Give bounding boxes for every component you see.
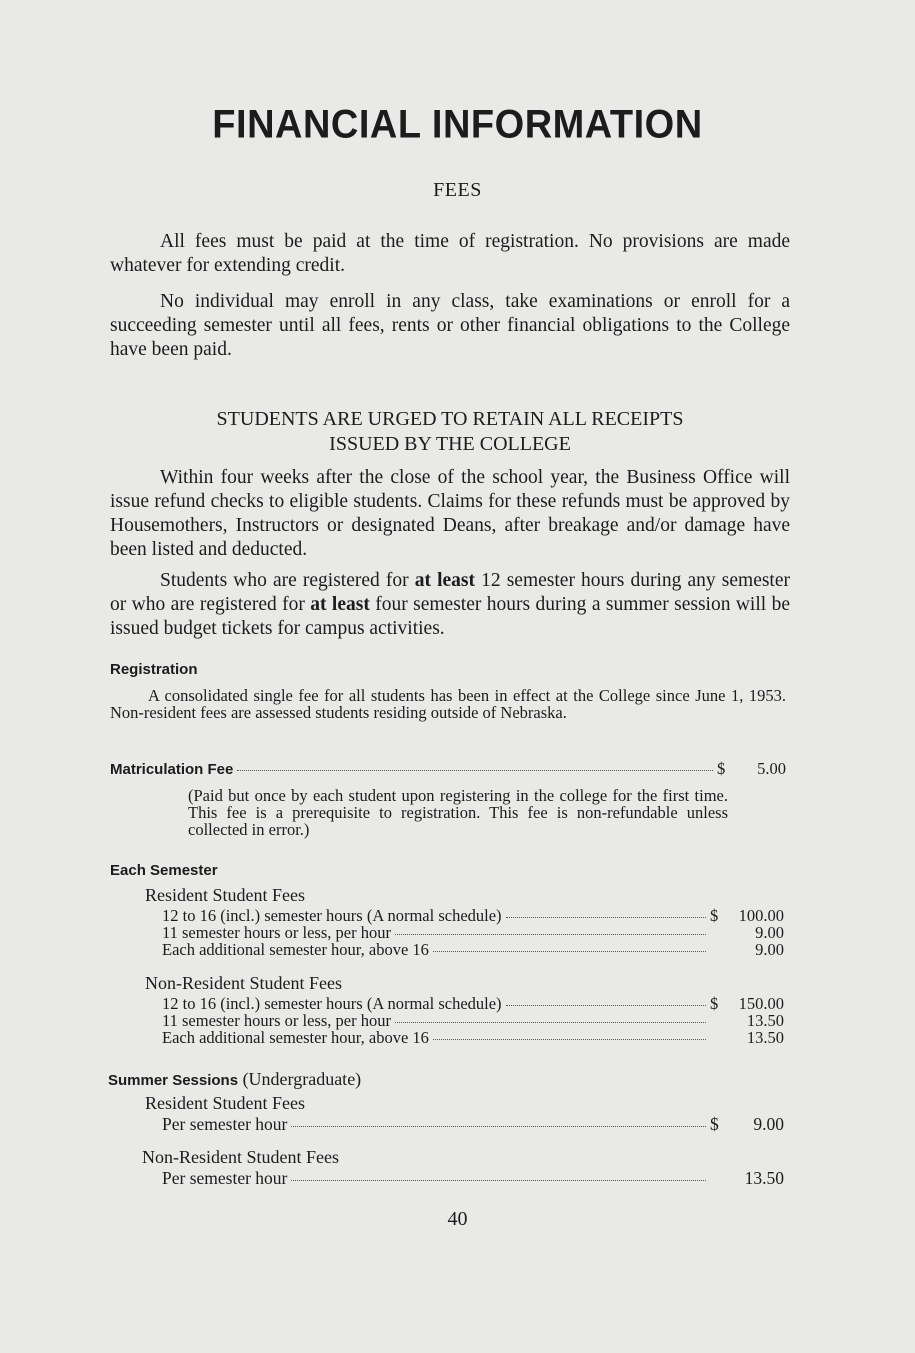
nonresident-fees-label: Non-Resident Student Fees [145, 973, 342, 993]
resident-fees-label: Resident Student Fees [145, 885, 305, 905]
fees-heading: FEES [433, 179, 482, 201]
registration-heading: Registration [110, 661, 198, 678]
dot-leader [506, 917, 706, 918]
emphasis-at-least: at least [414, 570, 475, 591]
paragraph-budget-tickets [110, 569, 790, 641]
dot-leader [395, 1022, 706, 1023]
matriculation-note: (Paid but once by each student upon registering in the college for the first time. This fee is a prerequisite to registration. This fee is non-refundable unless collected in error.) [188, 786, 728, 839]
fee-row-label: Each additional semester hour, above 16 [162, 1028, 429, 1047]
summer-sessions-suffix: (Undergraduate) [238, 1069, 362, 1089]
fee-row [162, 1169, 784, 1187]
paragraph-refunds-text: Within four weeks after the close of the school year, the Business Office will issue refund checks to eligible students. Claims for these refunds must be approved by Housemothers, Instructors or designated Deans, after breakage and/or damage have been listed and deducted. [110, 467, 790, 560]
fee-row-amount: 100.00 [738, 906, 784, 925]
fee-row-amount: 9.00 [755, 940, 784, 959]
matriculation-fee-amount: 5.00 [757, 759, 786, 778]
budget-text-part: 12 semester hours during any semester or who are registered for [110, 570, 790, 615]
dot-leader [433, 951, 706, 952]
dot-leader [395, 934, 706, 935]
fee-row-label: 11 semester hours or less, per hour [162, 1011, 391, 1030]
fee-row-amount: 150.00 [738, 994, 784, 1013]
receipts-notice-line-2: ISSUED BY THE COLLEGE [329, 433, 571, 455]
fee-row-label: Per semester hour [162, 1114, 288, 1134]
summer-resident-label: Resident Student Fees [145, 1093, 305, 1113]
fee-row-amount: 9.00 [753, 1114, 784, 1134]
fee-row [162, 1115, 784, 1133]
paragraph-budget-tickets-text [110, 569, 790, 641]
summer-sessions-label: Summer Sessions [108, 1072, 239, 1089]
fee-row-amount: 13.50 [744, 1168, 784, 1188]
receipts-notice-line-1: STUDENTS ARE URGED TO RETAIN ALL RECEIPTS [216, 408, 684, 430]
fee-row-amount: 13.50 [746, 1028, 784, 1047]
fee-row-label: Each additional semester hour, above 16 [162, 940, 429, 959]
dot-leader [291, 1180, 706, 1181]
paragraph-refunds [110, 466, 790, 562]
dot-leader [506, 1005, 706, 1006]
currency-symbol: $ [717, 759, 726, 778]
paragraph-enrollment-text: No individual may enroll in any class, take examinations or enroll for a succeeding semester until all fees, rents or other financial obligations to the College have been paid. [110, 291, 790, 360]
fee-row [162, 1029, 784, 1047]
fee-row [162, 941, 784, 959]
matriculation-fee-row [110, 760, 786, 779]
currency-symbol: $ [710, 906, 719, 925]
fee-row-label: 12 to 16 (incl.) semester hours (A normal schedule) [162, 994, 502, 1013]
page-number: 40 [447, 1208, 468, 1230]
summer-nonresident-label: Non-Resident Student Fees [142, 1147, 339, 1167]
budget-text-part: Students who are registered for [160, 570, 415, 591]
each-semester-heading: Each Semester [110, 862, 218, 879]
paragraph-enrollment [110, 290, 790, 362]
paragraph-payment-text: All fees must be paid at the time of registration. No provisions are made whatever for extending credit. [110, 231, 790, 276]
currency-symbol: $ [710, 994, 719, 1013]
budget-text-part: four semester hours during a summer session will be issued budget tickets for campus activities. [110, 594, 790, 639]
matriculation-fee-label: Matriculation Fee [110, 761, 234, 778]
emphasis-at-least: at least [310, 594, 370, 615]
dot-leader [237, 770, 713, 771]
paragraph-payment [110, 230, 790, 278]
fee-row-label: Per semester hour [162, 1168, 288, 1188]
registration-text [110, 687, 786, 721]
dot-leader [433, 1039, 706, 1040]
fee-row-label: 11 semester hours or less, per hour [162, 923, 391, 942]
page-title: FINANCIAL INFORMATION [212, 102, 703, 148]
currency-symbol: $ [710, 1114, 719, 1134]
fee-row-label: 12 to 16 (incl.) semester hours (A normal schedule) [162, 906, 502, 925]
fee-row-amount: 13.50 [746, 1011, 784, 1030]
fee-row-amount: 9.00 [755, 923, 784, 942]
summer-sessions-heading [108, 1069, 361, 1091]
registration-text-body: A consolidated single fee for all students has been in effect at the College since June 1, 1953. Non-resident fees are assessed students residing outside of Nebraska. [110, 686, 786, 722]
dot-leader [291, 1126, 706, 1127]
